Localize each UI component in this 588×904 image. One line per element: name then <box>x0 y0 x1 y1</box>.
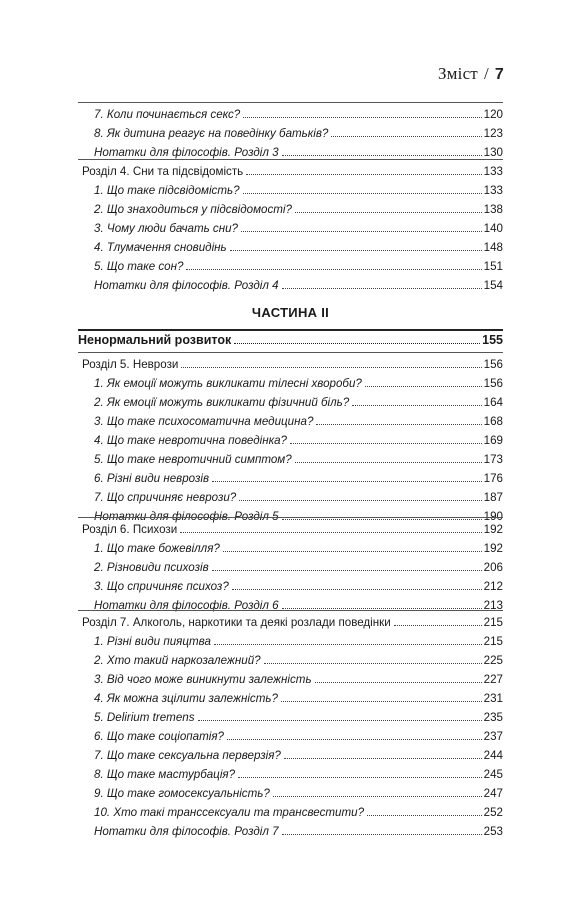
entry-title: 4. Як можна зцілити залежність? <box>94 692 278 705</box>
dot-leader <box>295 212 482 213</box>
entry-title: 5. Що таке невротичний симптом? <box>94 453 292 466</box>
entry-page-number: 173 <box>483 453 503 466</box>
dot-leader <box>284 758 482 759</box>
toc-entry[interactable] <box>78 727 503 746</box>
entry-page-number: 168 <box>483 415 503 428</box>
toc-entry[interactable] <box>78 803 503 822</box>
entry-title: Розділ 7. Алкоголь, наркотики та деякі розлади поведінки <box>82 616 391 629</box>
entry-page-number: 215 <box>483 635 503 648</box>
header-separator: / <box>483 64 489 83</box>
toc-entry[interactable] <box>78 181 503 200</box>
entry-page-number: 192 <box>483 523 503 536</box>
entry-page-number: 190 <box>483 510 503 523</box>
dot-leader <box>214 644 482 645</box>
toc-entry[interactable] <box>78 238 503 257</box>
toc-block-chapter-3-tail <box>78 102 503 162</box>
entry-page-number: 187 <box>483 491 503 504</box>
toc-entry[interactable] <box>78 784 503 803</box>
entry-title: 7. Коли починається секс? <box>94 108 241 121</box>
entry-title: 5. Delirium tremens <box>94 711 195 724</box>
dot-leader <box>181 367 481 368</box>
entry-title: 2. Різновиди психозів <box>94 561 209 574</box>
toc-entry[interactable] <box>78 219 503 238</box>
dot-leader <box>282 834 482 835</box>
entry-page-number: 164 <box>483 396 503 409</box>
toc-entry[interactable] <box>78 765 503 784</box>
entry-title: Нотатки для філософів. Розділ 4 <box>94 279 279 292</box>
entry-page-number: 212 <box>483 580 503 593</box>
entry-page-number: 156 <box>483 377 503 390</box>
entry-page-number: 138 <box>483 203 503 216</box>
dot-leader <box>331 136 481 137</box>
toc-entry[interactable] <box>78 257 503 276</box>
entry-title: Розділ 5. Неврози <box>82 358 179 371</box>
entry-page-number: 133 <box>483 165 503 178</box>
entry-page-number: 237 <box>483 730 503 743</box>
toc-part-head <box>78 329 503 350</box>
entry-title: 8. Як дитина реагує на поведінку батьків? <box>94 127 329 140</box>
dot-leader <box>186 269 481 270</box>
dot-leader <box>234 343 480 344</box>
dot-leader <box>282 288 482 289</box>
entry-page-number: 213 <box>483 599 503 612</box>
entry-title: 1. Що таке божевілля? <box>94 542 220 555</box>
dot-leader <box>230 250 482 251</box>
toc-entry[interactable] <box>78 374 503 393</box>
entry-page-number: 169 <box>483 434 503 447</box>
toc-chapter-entry[interactable] <box>78 613 503 632</box>
entry-title: 2. Що знаходиться у підсвідомості? <box>94 203 292 216</box>
entry-title: Нотатки для філософів. Розділ 3 <box>94 146 279 159</box>
toc-entry[interactable] <box>78 105 503 124</box>
entry-title: Розділ 4. Сни та підсвідомість <box>82 165 244 178</box>
entry-page-number: 252 <box>483 806 503 819</box>
dot-leader <box>198 720 482 721</box>
entry-title: 3. Що спричиняє психоз? <box>94 580 229 593</box>
toc-entry[interactable] <box>78 670 503 689</box>
toc-entry[interactable] <box>78 632 503 651</box>
toc-block-chapter-5 <box>78 352 503 526</box>
toc-chapter-entry[interactable] <box>78 520 503 539</box>
entry-page-number: 155 <box>482 333 503 347</box>
dot-leader <box>243 117 481 118</box>
entry-title: 3. Від чого може виникнути залежність <box>94 673 312 686</box>
dot-leader <box>212 481 482 482</box>
entry-page-number: 192 <box>483 542 503 555</box>
toc-block-chapter-6 <box>78 517 503 615</box>
toc-entry[interactable] <box>78 450 503 469</box>
entry-title: 10. Хто такі транссексуали та трансвестити? <box>94 806 365 819</box>
entry-page-number: 140 <box>483 222 503 235</box>
dot-leader <box>315 682 482 683</box>
toc-entry[interactable] <box>78 539 503 558</box>
header-title: Зміст <box>437 64 478 83</box>
entry-title: 7. Що таке сексуальна перверзія? <box>94 749 281 762</box>
dot-leader <box>290 443 482 444</box>
dot-leader <box>352 405 481 406</box>
entry-title: 2. Як емоції можуть викликати фізичний біль? <box>94 396 350 409</box>
dot-leader <box>212 570 482 571</box>
entry-page-number: 227 <box>483 673 503 686</box>
entry-page-number: 245 <box>483 768 503 781</box>
dot-leader <box>282 608 482 609</box>
dot-leader <box>264 663 482 664</box>
entry-page-number: 130 <box>483 146 503 159</box>
dot-leader <box>367 815 482 816</box>
entry-title: Ненормальний розвиток <box>78 333 232 347</box>
entry-title: Нотатки для філософів. Розділ 6 <box>94 599 279 612</box>
entry-page-number: 133 <box>483 184 503 197</box>
dot-leader <box>232 589 482 590</box>
entry-title: Нотатки для філософів. Розділ 7 <box>94 825 279 838</box>
toc-entry[interactable] <box>78 200 503 219</box>
entry-title: 6. Різні види неврозів <box>94 472 210 485</box>
entry-title: 4. Що таке невротична поведінка? <box>94 434 287 447</box>
entry-title: 7. Що спричиняє неврози? <box>94 491 237 504</box>
entry-page-number: 244 <box>483 749 503 762</box>
dot-leader <box>243 193 482 194</box>
running-header <box>438 64 504 84</box>
dot-leader <box>316 424 481 425</box>
entry-page-number: 225 <box>483 654 503 667</box>
toc-entry[interactable] <box>78 431 503 450</box>
entry-page-number: 154 <box>483 279 503 292</box>
toc-entry[interactable] <box>78 746 503 765</box>
entry-title: 8. Що таке мастурбація? <box>94 768 236 781</box>
dot-leader <box>281 701 482 702</box>
entry-page-number: 148 <box>483 241 503 254</box>
toc-entry[interactable] <box>78 708 503 727</box>
dot-leader <box>239 500 481 501</box>
dot-leader <box>227 739 482 740</box>
entry-page-number: 151 <box>483 260 503 273</box>
toc-entry[interactable] <box>78 124 503 143</box>
entry-page-number: 215 <box>483 616 503 629</box>
entry-page-number: 235 <box>483 711 503 724</box>
toc-entry[interactable] <box>78 488 503 507</box>
toc-entry[interactable] <box>78 469 503 488</box>
dot-leader <box>295 462 482 463</box>
toc-entry[interactable] <box>78 276 503 295</box>
dot-leader <box>246 174 481 175</box>
toc-chapter-entry[interactable] <box>78 162 503 181</box>
toc-chapter-entry[interactable] <box>78 355 503 374</box>
entry-page-number: 156 <box>483 358 503 371</box>
entry-title: 6. Що таке соціопатія? <box>94 730 224 743</box>
entry-page-number: 247 <box>483 787 503 800</box>
toc-part-entry[interactable] <box>78 331 503 350</box>
entry-title: 1. Різні види пияцтва <box>94 635 211 648</box>
dot-leader <box>365 386 482 387</box>
entry-title: Нотатки для філософів. Розділ 5 <box>94 510 279 523</box>
dot-leader <box>282 155 482 156</box>
part-title: ЧАСТИНА II <box>251 305 330 320</box>
toc-entry[interactable] <box>78 577 503 596</box>
entry-page-number: 123 <box>483 127 503 140</box>
toc-entry[interactable] <box>78 651 503 670</box>
entry-title: 5. Що таке сон? <box>94 260 184 273</box>
toc-entry[interactable] <box>78 558 503 577</box>
entry-title: 9. Що таке гомосексуальність? <box>94 787 270 800</box>
entry-title: 1. Що таке підсвідомість? <box>94 184 240 197</box>
entry-page-number: 231 <box>483 692 503 705</box>
toc-block-chapter-4 <box>78 159 503 295</box>
toc-block-chapter-7 <box>78 610 503 841</box>
dot-leader <box>273 796 482 797</box>
toc-entry[interactable] <box>78 689 503 708</box>
entry-title: 3. Що таке психосоматична медицина? <box>94 415 314 428</box>
entry-title: Розділ 6. Психози <box>82 523 178 536</box>
dot-leader <box>394 625 482 626</box>
toc-entry[interactable] <box>78 412 503 431</box>
entry-title: 4. Тлумачення сновидінь <box>94 241 227 254</box>
entry-title: 2. Хто такий наркозалежний? <box>94 654 261 667</box>
entry-title: 3. Чому люди бачать сни? <box>94 222 239 235</box>
entry-page-number: 253 <box>483 825 503 838</box>
entry-title: 1. Як емоції можуть викликати тілесні хвороби? <box>94 377 362 390</box>
page-number: 7 <box>494 66 504 83</box>
entry-page-number: 206 <box>483 561 503 574</box>
entry-page-number: 120 <box>483 108 503 121</box>
dot-leader <box>180 532 481 533</box>
dot-leader <box>241 231 482 232</box>
toc-entry[interactable] <box>78 822 503 841</box>
entry-page-number: 176 <box>483 472 503 485</box>
dot-leader <box>223 551 482 552</box>
toc-entry[interactable] <box>78 393 503 412</box>
dot-leader <box>238 777 482 778</box>
